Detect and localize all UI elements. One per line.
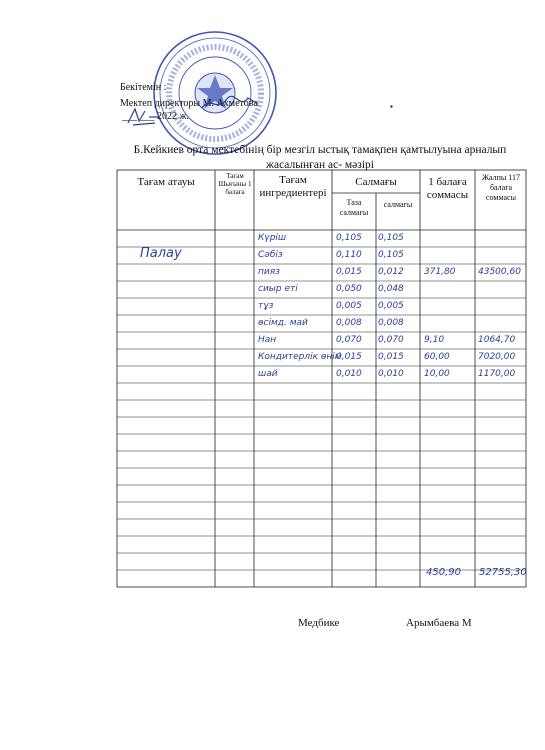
gross-weight-cell: 0,070	[378, 335, 404, 345]
header-portion: Тағам Шығыны 1 балаға	[218, 172, 252, 196]
ingredient-cell: Сәбіз	[258, 250, 283, 260]
gross-weight-cell: 0,010	[378, 369, 404, 379]
gross-weight-cell: 0,015	[378, 352, 404, 362]
net-weight-cell: 0,070	[336, 335, 362, 345]
ingredient-cell: сиыр еті	[258, 284, 298, 294]
ingredient-cell: шай	[258, 369, 278, 379]
gross-weight-cell: 0,105	[378, 250, 404, 260]
header-per-child: 1 балаға соммасы	[426, 176, 469, 201]
ingredient-cell: өсімд. май	[258, 318, 308, 328]
per-child-cell: 60,00	[424, 352, 450, 362]
per-child-cell: 9,10	[424, 335, 445, 345]
director-line: Мектеп директоры М. Ахметова	[120, 98, 258, 109]
net-weight-cell: 0,015	[336, 352, 362, 362]
per-child-cell: 371,80	[424, 267, 456, 277]
ingredient-cell: Кондитерлік өнім	[258, 352, 342, 362]
title-line-1: Б.Кейкиев орта мектебінің бір мезгіл ыстық тамақпен қамтылуына арналып	[133, 144, 507, 156]
header-gross-weight: салмағы	[383, 200, 413, 209]
per-child-cell: 10,00	[424, 369, 450, 379]
total-cell: 7020,00	[478, 352, 516, 362]
net-weight-cell: 0,005	[336, 301, 362, 311]
net-weight-cell: 0,010	[336, 369, 362, 379]
net-weight-cell: 0,105	[336, 233, 362, 243]
total-cell: 43500,60	[478, 267, 521, 277]
title-line-2: жасалынған ас- мәзірі	[266, 159, 374, 171]
header-ingredients: Тағам ингредиентері	[259, 174, 327, 199]
ingredient-cell: пияз	[258, 267, 280, 277]
ingredient-cell: тұз	[258, 301, 274, 311]
header-dish: Тағам атауы	[137, 176, 195, 188]
dish-name: Палау	[140, 246, 182, 261]
approval-date: ___ ___ 2022 ж.	[122, 111, 189, 122]
sum-total: 52755,30	[479, 567, 527, 578]
mark-dot: ▪	[390, 102, 393, 111]
footer-name: Арымбаева М	[406, 617, 472, 629]
gross-weight-cell: 0,005	[378, 301, 404, 311]
header-net-weight: Таза салмағы	[339, 198, 369, 217]
net-weight-cell: 0,050	[336, 284, 362, 294]
footer-role: Медбике	[298, 617, 340, 629]
gross-weight-cell: 0,048	[378, 284, 404, 294]
gross-weight-cell: 0,012	[378, 267, 404, 277]
net-weight-cell: 0,008	[336, 318, 362, 328]
sum-per-child: 450,90	[426, 567, 461, 578]
total-cell: 1170,00	[478, 369, 516, 379]
header-total: Жалпы 117 балаға соммасы	[482, 173, 520, 202]
net-weight-cell: 0,015	[336, 267, 362, 277]
approve-label: Бекітемін :	[120, 82, 167, 93]
gross-weight-cell: 0,105	[378, 233, 404, 243]
ingredient-cell: Нан	[258, 335, 277, 345]
header-weight: Салмағы	[355, 176, 397, 188]
net-weight-cell: 0,110	[336, 250, 362, 260]
total-cell: 1064,70	[478, 335, 516, 345]
gross-weight-cell: 0,008	[378, 318, 404, 328]
ingredient-cell: Күріш	[258, 233, 287, 243]
